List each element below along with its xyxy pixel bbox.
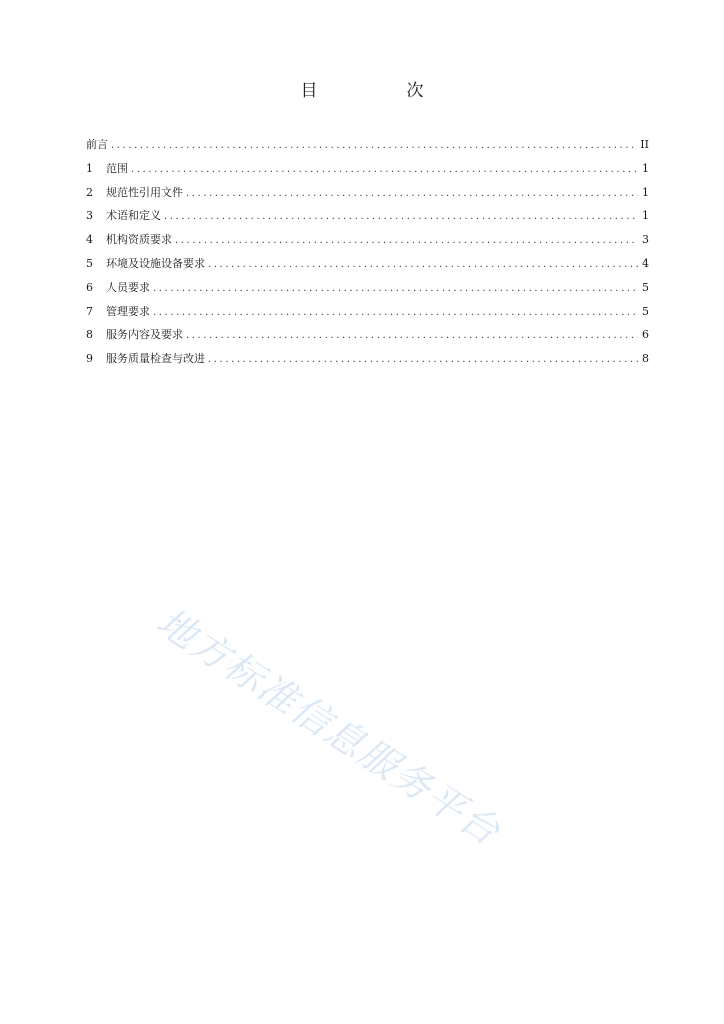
toc-page-number: 1 <box>642 209 649 223</box>
toc-label: 术语和定义 <box>106 209 161 223</box>
toc-page-number: 3 <box>642 233 649 247</box>
toc-number: 9 <box>86 352 93 366</box>
toc-entry-9[interactable] <box>86 350 649 374</box>
toc-number: 7 <box>86 304 93 318</box>
toc-page-number: II <box>640 138 649 151</box>
toc-entry-3[interactable] <box>86 207 649 231</box>
toc-number: 4 <box>86 233 93 247</box>
toc-entry-7[interactable] <box>86 303 649 327</box>
toc-entry-8[interactable] <box>86 326 649 350</box>
toc-label: 服务内容及要求 <box>106 328 183 342</box>
toc-label: 环境及设施设备要求 <box>106 256 205 270</box>
toc-number: 8 <box>86 328 93 342</box>
toc-number: 6 <box>86 280 93 294</box>
dot-leader <box>153 283 638 294</box>
toc-label: 前言 <box>86 138 108 151</box>
toc-entry-1[interactable] <box>86 160 649 184</box>
toc-number: 3 <box>86 209 93 223</box>
toc-number: 1 <box>86 161 93 175</box>
table-of-contents <box>86 136 649 374</box>
toc-page-number: 6 <box>642 328 649 342</box>
watermark: 地方标准信息服务平台 <box>149 599 509 855</box>
toc-page-number: 8 <box>642 352 649 366</box>
toc-label: 机构资质要求 <box>106 233 172 247</box>
dot-leader <box>186 330 638 341</box>
dot-leader <box>208 259 638 270</box>
toc-number: 5 <box>86 256 93 270</box>
dot-leader <box>131 164 638 175</box>
toc-page-number: 4 <box>642 256 649 270</box>
dot-leader <box>164 211 638 222</box>
toc-entry-2[interactable] <box>86 184 649 208</box>
dot-leader <box>175 235 638 246</box>
dot-leader <box>111 140 636 151</box>
dot-leader <box>208 354 638 365</box>
toc-label: 人员要求 <box>106 280 150 294</box>
toc-label: 管理要求 <box>106 304 150 318</box>
toc-label: 规范性引用文件 <box>106 185 183 199</box>
dot-leader <box>186 188 638 199</box>
toc-label: 服务质量检查与改进 <box>106 352 205 366</box>
toc-page-number: 5 <box>642 280 649 294</box>
toc-page-number: 5 <box>642 304 649 318</box>
toc-entry-foreword[interactable] <box>86 136 649 160</box>
dot-leader <box>153 307 638 318</box>
toc-page-number: 1 <box>642 161 649 175</box>
toc-entry-4[interactable] <box>86 231 649 255</box>
toc-page-number: 1 <box>642 185 649 199</box>
page-title: 目 次 <box>300 81 460 101</box>
toc-label: 范围 <box>106 161 128 175</box>
toc-number: 2 <box>86 185 93 199</box>
toc-entry-5[interactable] <box>86 255 649 279</box>
toc-entry-6[interactable] <box>86 279 649 303</box>
